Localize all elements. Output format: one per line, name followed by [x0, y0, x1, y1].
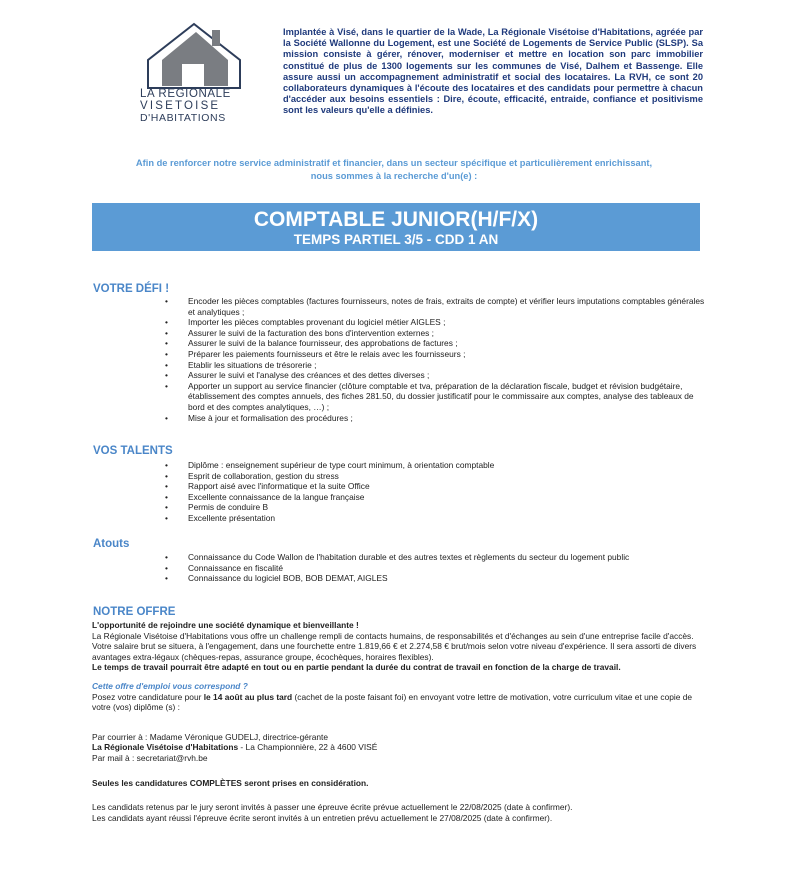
jury-line-1: Les candidats retenus par le jury seront invités à passer une épreuve écrite prévue actuellement le 22/08/2025 (date à confirmer). [92, 802, 573, 813]
company-logo [132, 20, 252, 130]
offre-paragraph-3: Le temps de travail pourrait être adapté en tout ou en partie pendant la durée du contrat de travail en fonction de la charge de travail. [92, 662, 621, 673]
list-item: • Esprit de collaboration, gestion du stress [165, 471, 705, 482]
list-item: • Connaissance du Code Wallon de l'habitation durable et des autres textes et règlements du secteur du logement public [165, 552, 705, 563]
list-item: • Excellente présentation [165, 513, 705, 524]
address-line [92, 742, 704, 753]
talents-heading: VOS TALENTS [93, 445, 173, 457]
apply-instructions [92, 692, 704, 713]
search-statement [90, 157, 698, 183]
list-item: • Connaissance du logiciel BOB, BOB DEMAT, AIGLES [165, 573, 705, 584]
logo-text-line2: VISETOISE [140, 100, 221, 112]
job-title-banner [92, 203, 700, 251]
list-item: • Diplôme : enseignement supérieur de type court minimum, à orientation comptable [165, 460, 705, 471]
search-line-1: Afin de renforcer notre service administratif et financier, dans un secteur spécifique et particulièrement enrichissant, [135, 158, 653, 168]
list-item: • Assurer le suivi de la balance fournisseur, des approbations de factures ; [165, 338, 705, 349]
logo-text-line3: D'HABITATIONS [140, 112, 226, 124]
offre-paragraph-2: Votre salaire brut se situera, à l'engagement, dans une fourchette entre 1.819,66 € et 2.274,58 € brut/mois selon votre niveau d'expérience. Il sera assorti de divers avantages extra-légaux (chèques-repas, assurance groupe, écochèques, horaires flexibles). [92, 641, 697, 662]
offre-heading: NOTRE OFFRE [93, 606, 176, 618]
defi-list [165, 296, 705, 423]
apply-text-a: Posez votre candidature pour [92, 691, 204, 702]
list-item: • Assurer le suivi et l'analyse des créances et des dettes diverses ; [165, 370, 705, 381]
list-item: • Apporter un support au service financier (clôture comptable et tva, préparation de la déclaration fiscale, budget et révision budgétaire, établissement des comptes annuels, des fiches 281.50, du dossier justificatif pour le commissaire aux comptes, analyse des tableaux de bord et des comptes analytiques, …) ; [165, 381, 705, 413]
list-item: • Permis de conduire B [165, 502, 705, 513]
list-item: • Rapport aisé avec l'informatique et la suite Office [165, 481, 705, 492]
list-item: • Préparer les paiements fournisseurs et être le relais avec les fournisseurs ; [165, 349, 705, 360]
courrier-line: Par courrier à : Madame Véronique GUDELJ, directrice-gérante [92, 731, 328, 742]
company-intro: Implantée à Visé, dans le quartier de la Wade, La Régionale Visétoise d'Habitations, agréée par la Société Wallonne du Logement, est une Société de Logements de Service Public (SLSP). Sa mission consiste à gérer, rénover, moderniser et mettre en location son parc immobilier constitué de plus de 1300 logements sur les communes de Visé, Dalhem et Bassenge. Elle assure aussi un accompagnement administratif et social des locataires. La RVH, ce sont 20 collaborateurs dynamiques à l'écoute des locataires et des candidats pour permettre à chacun d'accéder aux besoins essentiels : Dire, écoute, efficacité, entraide, confiance et positivisme sont les valeurs qu'elle a définies. [283, 27, 703, 116]
jury-line-2: Les candidats ayant réussi l'épreuve écrite seront invités à un entretien prévu actuellement le 27/08/2025 (date à confirmer). [92, 812, 553, 823]
list-item: • Mise à jour et formalisation des procédures ; [165, 413, 705, 424]
list-item: • Excellente connaissance de la langue française [165, 492, 705, 503]
atouts-list [165, 552, 705, 584]
list-item: • Encoder les pièces comptables (factures fournisseurs, notes de frais, extraits de compte) et vérifier leurs imputations comptables générales et analytiques ; [165, 296, 705, 317]
mail-line: Par mail à : secretariat@rvh.be [92, 752, 208, 763]
org-address: - La Championnière, 22 à 4600 VISÉ [238, 742, 378, 753]
org-name: La Régionale Visétoise d'Habitations [92, 742, 239, 753]
list-item: • Importer les pièces comptables provenant du logiciel métier AIGLES ; [165, 317, 705, 328]
list-item: • Connaissance en fiscalité [165, 563, 705, 574]
logo-text-line1: LA REGIONALE [140, 88, 231, 100]
apply-text-c: (cachet de la poste faisant foi) en envoyant votre lettre de motivation, votre curriculum vitae et une copie de votre (vos) diplôme (s) : [92, 691, 693, 713]
defi-heading: VOTRE DÉFI ! [93, 283, 170, 295]
offre-lead: L'opportunité de rejoindre une société dynamique et bienveillante ! [92, 620, 359, 630]
list-item: • Assurer le suivi de la facturation des bons d'intervention externes ; [165, 328, 705, 339]
job-title: COMPTABLE JUNIOR(H/F/X) [253, 208, 539, 231]
job-subtitle: TEMPS PARTIEL 3/5 - CDD 1 AN [293, 232, 499, 247]
offre-paragraph-1: La Régionale Visétoise d'Habitations vous offre un challenge rempli de contacts humains, de responsabilités et d'échanges au sein d'une entreprise facile d'accès. [92, 630, 694, 641]
talents-list [165, 460, 705, 524]
offre-question: Cette offre d'emploi vous correspond ? [92, 680, 248, 691]
offre-section [92, 620, 704, 823]
search-line-2: nous sommes à la recherche d'un(e) : [310, 171, 478, 181]
atouts-heading: Atouts [93, 538, 130, 550]
house-logo-icon [142, 20, 254, 90]
complete-notice: Seules les candidatures COMPLÈTES seront prises en considération. [92, 777, 369, 788]
apply-deadline: le 14 août au plus tard [203, 691, 293, 702]
list-item: • Etablir les situations de trésorerie ; [165, 360, 705, 371]
